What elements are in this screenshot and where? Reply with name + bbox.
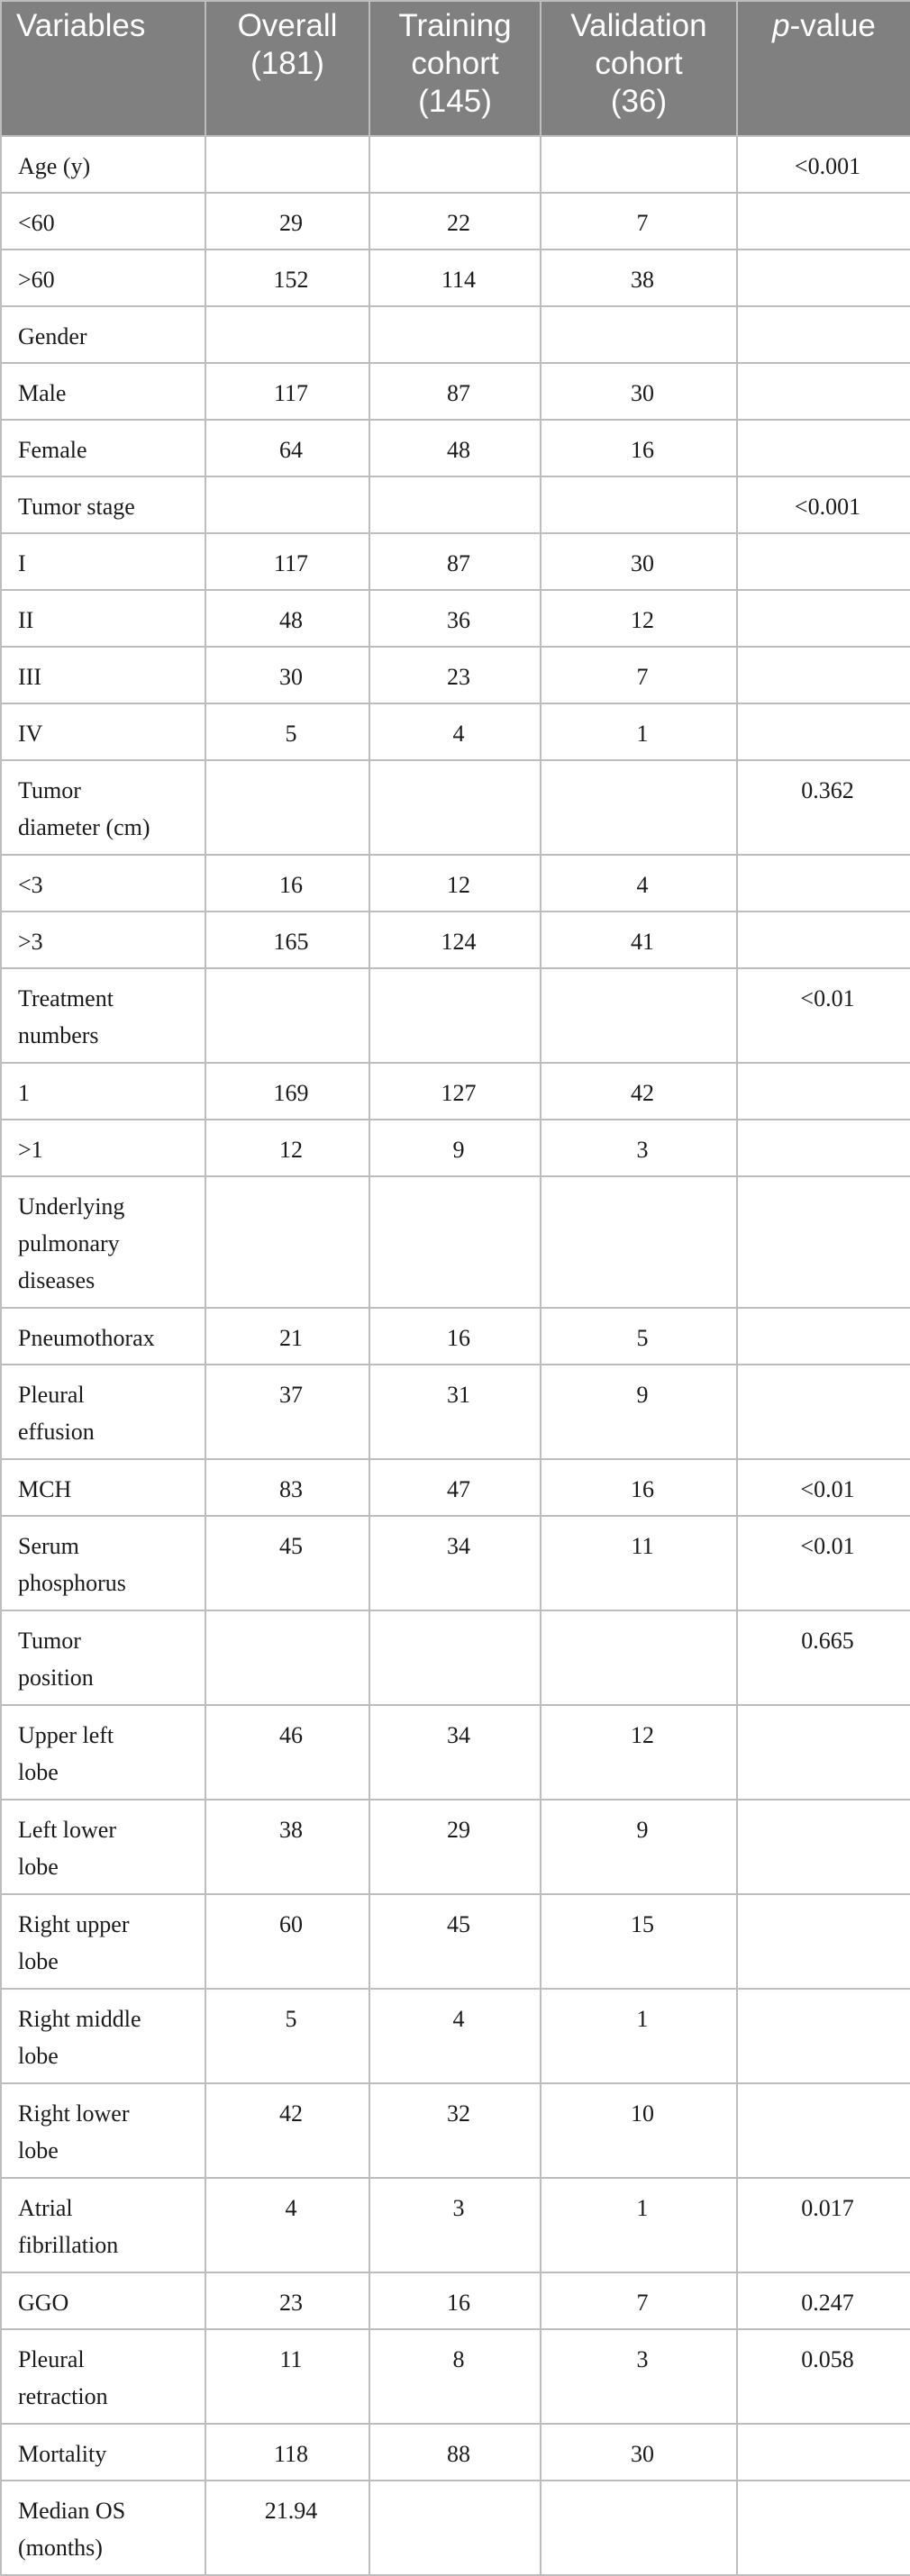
table-row (1, 2424, 910, 2481)
table-row (1, 363, 910, 420)
cell-overall: 46 (205, 1705, 369, 1800)
cell-overall: 5 (205, 1989, 369, 2083)
cell-training: 34 (369, 1516, 541, 1610)
cell-p-value (737, 1063, 910, 1120)
cell-variable: Underlying pulmonary diseases (1, 1176, 205, 1308)
cell-overall: 21.94 (205, 2481, 369, 2575)
table-row (1, 1516, 910, 1610)
cell-variable: II (1, 590, 205, 647)
table-row (1, 1063, 910, 1120)
cell-variable: Tumor position (1, 1610, 205, 1705)
table-row (1, 855, 910, 912)
table-header (1, 1, 910, 136)
cell-overall: 117 (205, 533, 369, 590)
cell-training (369, 306, 541, 363)
cell-p-value (737, 1120, 910, 1176)
cell-overall (205, 306, 369, 363)
cell-validation: 15 (541, 1894, 737, 1989)
cell-variable: Upper left lobe (1, 1705, 205, 1800)
cell-overall: 83 (205, 1459, 369, 1516)
cell-training: 47 (369, 1459, 541, 1516)
cell-variable: Right middle lobe (1, 1989, 205, 2083)
cell-variable: Mortality (1, 2424, 205, 2481)
table-row (1, 2083, 910, 2178)
cell-variable: <60 (1, 193, 205, 249)
table-row (1, 476, 910, 533)
table-row (1, 306, 910, 363)
table-row (1, 1989, 910, 2083)
cell-variable: Male (1, 363, 205, 420)
table-row (1, 1459, 910, 1516)
table-row (1, 1308, 910, 1365)
cell-p-value (737, 363, 910, 420)
cell-variable: Age (y) (1, 136, 205, 193)
table-row (1, 1705, 910, 1800)
cell-validation (541, 476, 737, 533)
cell-overall: 37 (205, 1365, 369, 1459)
cell-variable: Treatment numbers (1, 968, 205, 1063)
cell-training (369, 1610, 541, 1705)
cell-validation: 11 (541, 1516, 737, 1610)
table-row (1, 1365, 910, 1459)
cell-validation: 30 (541, 363, 737, 420)
cell-p-value: <0.01 (737, 968, 910, 1063)
cell-p-value (737, 647, 910, 703)
cell-validation: 1 (541, 1989, 737, 2083)
cell-p-value (737, 2083, 910, 2178)
table-row (1, 2272, 910, 2329)
cell-p-value (737, 1365, 910, 1459)
cell-overall: 45 (205, 1516, 369, 1610)
cell-p-value: <0.01 (737, 1459, 910, 1516)
cell-validation: 7 (541, 2272, 737, 2329)
cell-overall: 152 (205, 249, 369, 306)
cell-training: 3 (369, 2178, 541, 2272)
cell-validation: 12 (541, 1705, 737, 1800)
cell-p-value (737, 1308, 910, 1365)
cell-p-value (737, 912, 910, 968)
cell-variable: Gender (1, 306, 205, 363)
table-row (1, 2481, 910, 2575)
cell-overall (205, 1176, 369, 1308)
cell-training: 8 (369, 2329, 541, 2424)
cell-validation: 41 (541, 912, 737, 968)
table-row (1, 249, 910, 306)
table-row (1, 1610, 910, 1705)
cell-overall: 30 (205, 647, 369, 703)
cell-variable: Serum phosphorus (1, 1516, 205, 1610)
cell-validation: 9 (541, 1800, 737, 1894)
cell-validation (541, 2481, 737, 2575)
cell-variable: Right lower lobe (1, 2083, 205, 2178)
header-training-cohort: Training cohort (145) (369, 1, 541, 136)
cell-training (369, 2481, 541, 2575)
cell-variable: Left lower lobe (1, 1800, 205, 1894)
cell-training: 32 (369, 2083, 541, 2178)
cell-overall: 48 (205, 590, 369, 647)
cell-overall (205, 136, 369, 193)
cell-training: 4 (369, 703, 541, 760)
cell-training: 9 (369, 1120, 541, 1176)
cell-validation: 12 (541, 590, 737, 647)
table-row (1, 136, 910, 193)
table-row (1, 1800, 910, 1894)
header-validation-cohort: Validation cohort (36) (541, 1, 737, 136)
cell-variable: Atrial fibrillation (1, 2178, 205, 2272)
cell-validation: 3 (541, 1120, 737, 1176)
cell-variable: Right upper lobe (1, 1894, 205, 1989)
table-row (1, 2329, 910, 2424)
cell-overall: 60 (205, 1894, 369, 1989)
cell-overall: 16 (205, 855, 369, 912)
cell-p-value: 0.362 (737, 760, 910, 855)
cell-variable: III (1, 647, 205, 703)
table-row (1, 193, 910, 249)
cell-variable: IV (1, 703, 205, 760)
cell-variable: >1 (1, 1120, 205, 1176)
cell-validation: 7 (541, 193, 737, 249)
cell-p-value (737, 420, 910, 476)
cell-variable: GGO (1, 2272, 205, 2329)
cell-overall: 29 (205, 193, 369, 249)
cell-p-value: <0.001 (737, 136, 910, 193)
table-row (1, 1894, 910, 1989)
cell-overall: 12 (205, 1120, 369, 1176)
cell-overall (205, 968, 369, 1063)
cell-variable: Tumor stage (1, 476, 205, 533)
header-p-value: p-value (737, 1, 910, 136)
cell-validation (541, 968, 737, 1063)
table-row (1, 968, 910, 1063)
cell-validation: 16 (541, 420, 737, 476)
cell-validation: 30 (541, 2424, 737, 2481)
cell-training: 48 (369, 420, 541, 476)
cell-training (369, 968, 541, 1063)
cell-validation: 16 (541, 1459, 737, 1516)
cell-variable: Median OS (months) (1, 2481, 205, 2575)
cell-training: 114 (369, 249, 541, 306)
table-body (1, 136, 910, 2575)
cell-overall: 169 (205, 1063, 369, 1120)
cell-overall (205, 760, 369, 855)
table-row (1, 703, 910, 760)
cell-overall: 117 (205, 363, 369, 420)
cell-overall: 165 (205, 912, 369, 968)
cell-training: 16 (369, 2272, 541, 2329)
cell-training: 87 (369, 533, 541, 590)
cell-training: 31 (369, 1365, 541, 1459)
cell-variable: >60 (1, 249, 205, 306)
cell-p-value (737, 193, 910, 249)
cell-variable: Pneumothorax (1, 1308, 205, 1365)
cell-variable: Pleural retraction (1, 2329, 205, 2424)
cell-p-value (737, 1894, 910, 1989)
cell-overall: 21 (205, 1308, 369, 1365)
cell-validation (541, 1610, 737, 1705)
cell-training (369, 476, 541, 533)
table-row (1, 533, 910, 590)
cell-variable: >3 (1, 912, 205, 968)
cell-overall: 11 (205, 2329, 369, 2424)
cell-p-value: 0.247 (737, 2272, 910, 2329)
cell-training: 45 (369, 1894, 541, 1989)
cell-p-value (737, 703, 910, 760)
cell-validation (541, 306, 737, 363)
cell-validation: 7 (541, 647, 737, 703)
cell-overall: 23 (205, 2272, 369, 2329)
cell-variable: Pleural effusion (1, 1365, 205, 1459)
table-row (1, 590, 910, 647)
cell-validation: 3 (541, 2329, 737, 2424)
cell-training: 29 (369, 1800, 541, 1894)
cell-p-value (737, 306, 910, 363)
cell-validation: 30 (541, 533, 737, 590)
cell-training: 34 (369, 1705, 541, 1800)
cell-training: 88 (369, 2424, 541, 2481)
cell-p-value (737, 590, 910, 647)
cell-p-value (737, 2481, 910, 2575)
cell-training: 87 (369, 363, 541, 420)
cell-training: 127 (369, 1063, 541, 1120)
header-row (1, 1, 910, 136)
cell-validation: 5 (541, 1308, 737, 1365)
cell-validation: 9 (541, 1365, 737, 1459)
cell-validation: 1 (541, 2178, 737, 2272)
cell-training: 23 (369, 647, 541, 703)
cell-training: 124 (369, 912, 541, 968)
cell-p-value: <0.01 (737, 1516, 910, 1610)
table-row (1, 760, 910, 855)
cell-p-value (737, 2424, 910, 2481)
cell-p-value: <0.001 (737, 476, 910, 533)
cell-overall: 5 (205, 703, 369, 760)
cell-p-value (737, 1705, 910, 1800)
cell-validation (541, 136, 737, 193)
cell-validation (541, 1176, 737, 1308)
cell-validation: 42 (541, 1063, 737, 1120)
cell-variable: I (1, 533, 205, 590)
cell-validation: 10 (541, 2083, 737, 2178)
table-row (1, 912, 910, 968)
header-variables: Variables (1, 1, 205, 136)
cell-validation (541, 760, 737, 855)
table-row (1, 647, 910, 703)
cell-p-value (737, 855, 910, 912)
cell-p-value: 0.665 (737, 1610, 910, 1705)
cell-training: 4 (369, 1989, 541, 2083)
cell-p-value (737, 533, 910, 590)
cell-training: 16 (369, 1308, 541, 1365)
cell-training (369, 136, 541, 193)
cell-variable: Female (1, 420, 205, 476)
cell-variable: Tumor diameter (cm) (1, 760, 205, 855)
cell-overall (205, 476, 369, 533)
cell-variable: MCH (1, 1459, 205, 1516)
header-overall: Overall (181) (205, 1, 369, 136)
table-row (1, 420, 910, 476)
cell-overall: 64 (205, 420, 369, 476)
cell-training (369, 760, 541, 855)
cell-overall: 118 (205, 2424, 369, 2481)
cell-training (369, 1176, 541, 1308)
cell-p-value (737, 1176, 910, 1308)
cell-validation: 38 (541, 249, 737, 306)
cell-overall: 38 (205, 1800, 369, 1894)
cell-p-value: 0.017 (737, 2178, 910, 2272)
cell-p-value (737, 1989, 910, 2083)
cell-training: 22 (369, 193, 541, 249)
cell-overall (205, 1610, 369, 1705)
table-row (1, 1176, 910, 1308)
cell-p-value: 0.058 (737, 2329, 910, 2424)
cell-overall: 4 (205, 2178, 369, 2272)
cell-overall: 42 (205, 2083, 369, 2178)
cell-validation: 1 (541, 703, 737, 760)
cell-variable: <3 (1, 855, 205, 912)
cell-validation: 4 (541, 855, 737, 912)
table-row (1, 1120, 910, 1176)
cell-variable: 1 (1, 1063, 205, 1120)
cell-p-value (737, 249, 910, 306)
cell-training: 36 (369, 590, 541, 647)
cell-p-value (737, 1800, 910, 1894)
table-row (1, 2178, 910, 2272)
cell-training: 12 (369, 855, 541, 912)
